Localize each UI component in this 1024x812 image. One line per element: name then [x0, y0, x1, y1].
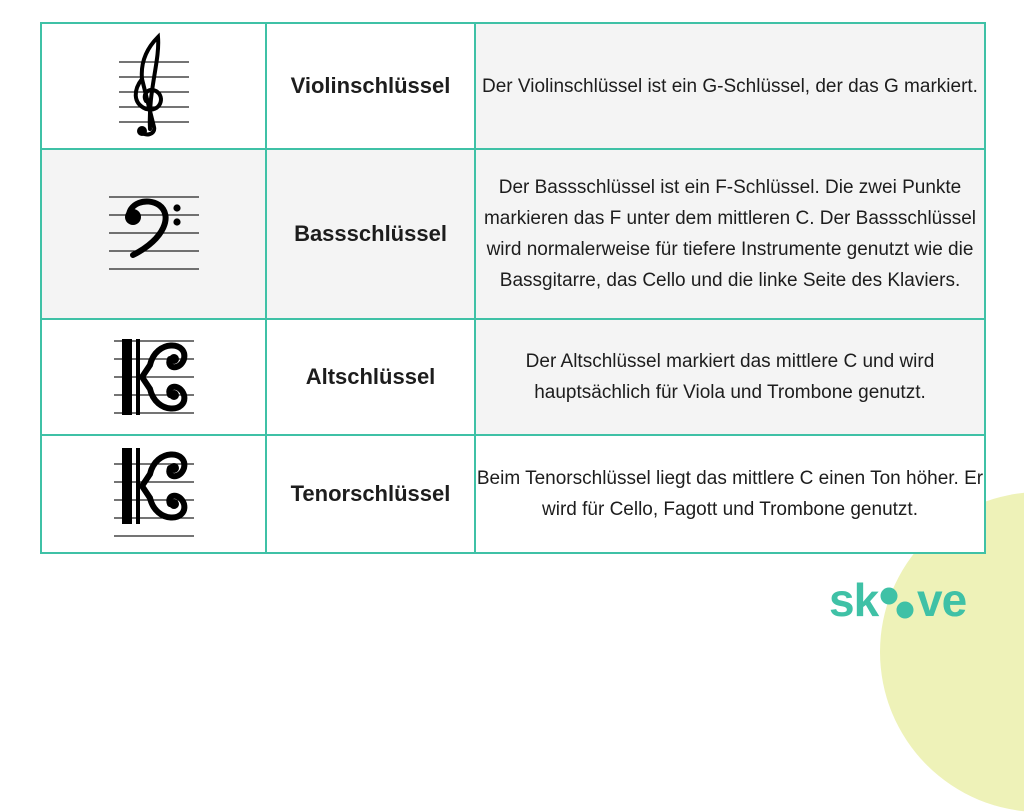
- clef-icon-cell: [41, 435, 266, 553]
- table-row: [41, 23, 985, 149]
- bass-clef-icon: [107, 189, 201, 279]
- skoove-logo-mark: [829, 572, 989, 624]
- clef-description: Beim Tenorschlüssel liegt das mittlere C einen Ton höher. Er wird für Cello, Fagott und Trombone genutzt.: [475, 435, 985, 553]
- treble-clef-icon: [114, 31, 194, 141]
- table-row: [41, 149, 985, 319]
- clef-description: Der Bassschlüssel ist ein F-Schlüssel. Die zwei Punkte markieren das F unter dem mittleren C. Der Bassschlüssel wird normalerweise für tiefere Instrumente genutzt wie die Bassgitarre, das Cello und die linke Seite des Klaviers.: [475, 149, 985, 319]
- table-row: [41, 319, 985, 435]
- clef-table: [40, 22, 986, 554]
- clef-icon-cell: [41, 23, 266, 149]
- clef-name: Altschlüssel: [266, 319, 475, 435]
- clef-icon-cell: [41, 149, 266, 319]
- tenor-clef-icon: [112, 446, 196, 542]
- svg-text:ve: ve: [917, 574, 967, 624]
- table-row: [41, 435, 985, 553]
- clef-name: Tenorschlüssel: [266, 435, 475, 553]
- clef-description: Der Violinschlüssel ist ein G-Schlüssel, der das G markiert.: [475, 23, 985, 149]
- alto-clef-icon: [112, 335, 196, 419]
- clef-description: Der Altschlüssel markiert das mittlere C und wird hauptsächlich für Viola und Trombone genutzt.: [475, 319, 985, 435]
- svg-text:sk: sk: [829, 574, 879, 624]
- clef-icon-cell: [41, 319, 266, 435]
- clef-name: Violinschlüssel: [266, 23, 475, 149]
- clef-name: Bassschlüssel: [266, 149, 475, 319]
